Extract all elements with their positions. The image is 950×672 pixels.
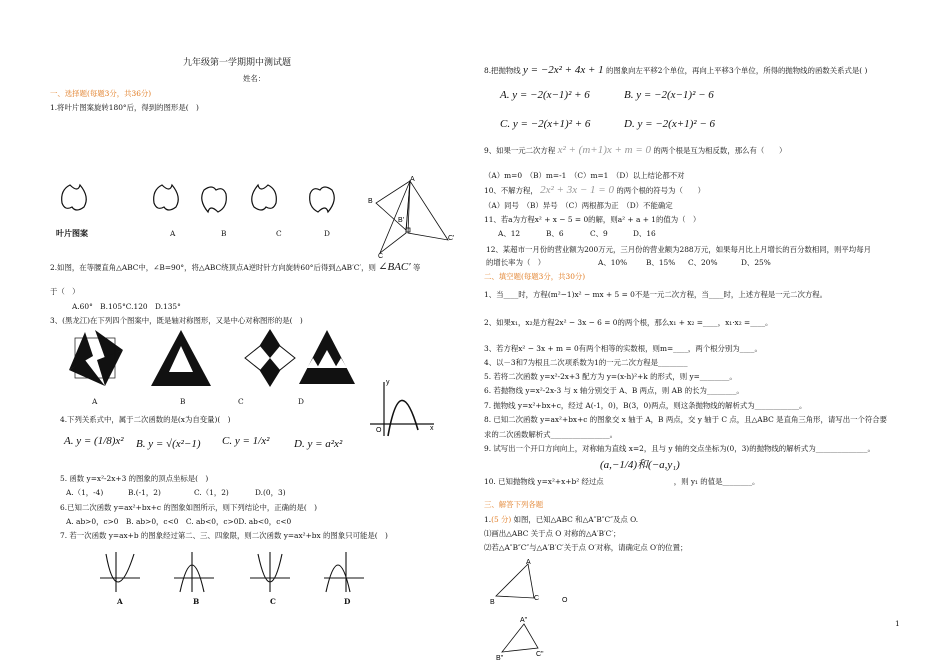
- fill-10: [484, 477, 759, 486]
- q7-graph-A: [100, 552, 140, 592]
- solve-1-text: 如图，已知△ABC 和△A″B″C″及点 O.: [511, 515, 639, 524]
- q11-option-C: C、9: [590, 229, 608, 238]
- question-8: [484, 66, 867, 75]
- section-1-heading: 一、选择题(每题3分，共36分): [50, 89, 152, 98]
- fill-4: 4、以－3和7为根且二次项系数为1的一元二次方程是________: [484, 358, 688, 367]
- q4-option-D: D. y = a²x²: [294, 438, 343, 450]
- q9-options: （A）m=0 （B）m=-1 （C）m=1 （D）以上结论都不对: [484, 171, 685, 180]
- pattern-B: [151, 330, 211, 386]
- solve-1: [484, 515, 638, 524]
- q11-option-A: A、12: [498, 229, 521, 238]
- question-12: 12、某超市一月份的营业额为200万元，三月份的营业额为288万元，如果每月比上月增长的百分数相同，则平均每月: [486, 245, 871, 254]
- question-1: 1.将叶片图案旋转180°后，得到的图形是( ): [50, 103, 199, 112]
- q11-option-B: B、6: [546, 229, 564, 238]
- q1-option-A: A: [170, 229, 176, 238]
- q3-option-B: B: [180, 397, 186, 406]
- q7-graph-B: [174, 552, 214, 592]
- fig2-label-C-prime: C': [448, 235, 455, 242]
- tri-label-C: C: [534, 595, 540, 602]
- q9-text-b: 的两个根是互为相反数，那么有（ ）: [653, 146, 787, 155]
- q12-option-A: A、10%: [598, 258, 628, 267]
- q12-option-D: D、25%: [741, 258, 771, 267]
- fill-1: 1、当____时，方程(m²−1)x² − mx + 5 = 0不是一元二次方程，当____时，上述方程是一元二次方程。: [484, 290, 828, 299]
- tri-label-A: A: [526, 559, 531, 566]
- fig2-label-B: B: [368, 198, 373, 205]
- section-3-heading: 三、解答下列各题: [484, 500, 544, 509]
- tri-label-B2: B": [496, 655, 504, 662]
- q7-graph-C: [250, 552, 290, 592]
- q1-option-D: D: [324, 229, 330, 238]
- q2-angle: ∠BAC′: [378, 261, 411, 273]
- solve-1-score: (5 分): [491, 515, 512, 524]
- q1-option-B: B: [221, 229, 227, 238]
- q5-option-D: D.(0，3): [255, 488, 286, 497]
- triangles-figure: [490, 560, 600, 665]
- leaf-B: [202, 187, 227, 212]
- fig2-label-B-prime: B': [398, 217, 405, 224]
- solve-1-part-2: ⑵若△A″B″C″与△A′B′C′关于点 O′对称，请确定点 O′的位置；: [484, 543, 688, 552]
- q3-option-D: D: [298, 397, 304, 406]
- name-label: 姓名：: [243, 74, 266, 83]
- q6-origin: O: [376, 427, 382, 434]
- fig2-label-C: C: [378, 253, 384, 260]
- q2-text-b: 等: [413, 263, 421, 272]
- q7-label-B: B: [193, 597, 200, 606]
- question-2-options: A.60° B.105°C.120 D.135°: [72, 302, 181, 311]
- solve-1-num: 1.: [484, 515, 492, 524]
- pattern-C: [245, 330, 295, 386]
- pattern-D: [299, 330, 355, 384]
- question-9: [484, 146, 786, 155]
- q7-label-A: A: [117, 597, 123, 606]
- q8-text-a: 8.把抛物线: [484, 66, 521, 75]
- q8-expr: y = −2x² + 4x + 1: [522, 64, 604, 76]
- fill-6: 6. 若抛物线 y=x²-2x-3 与 x 轴分别交于 A、B 两点，则 AB 的长为________。: [484, 386, 744, 395]
- leaf-D: [310, 187, 335, 212]
- fill-10-point: (a,−1/4)和(−a,y₁): [600, 459, 680, 471]
- tri-label-B: B: [490, 599, 495, 606]
- question-4: 4.下列关系式中，属于二次函数的是(x为自变量)( ): [60, 415, 231, 424]
- q9-expr: x² + (m+1)x + m = 0: [557, 144, 652, 156]
- fill-5: 5. 若将二次函数 y=x²-2x+3 配方为 y=(x-h)²+k 的形式，则 y=________。: [484, 372, 737, 381]
- q10-options: （A）同号 （B）异号 （C）两根都为正 （D）不能确定: [484, 201, 673, 210]
- q6-axis-x: x: [430, 425, 434, 432]
- q6-axis-y: y: [386, 379, 390, 386]
- q12-option-B: B、15%: [646, 258, 676, 267]
- q10-text-b: 的两个根的符号为（ ）: [616, 186, 706, 195]
- fig2-label-A: A: [410, 176, 415, 183]
- q5-option-A: A.（1，-4): [66, 488, 104, 497]
- question-5: 5. 函数 y=x²-2x+3 的图象的顶点坐标是( ): [60, 474, 209, 483]
- q3-option-A: A: [92, 397, 98, 406]
- leaf-A: [154, 185, 179, 210]
- page-number: 1: [895, 619, 900, 628]
- q4-option-C-expr: y = 1/x²: [234, 435, 270, 447]
- question-7: 7. 若一次函数 y=ax+b 的图象经过第二、三、四象限，则二次函数 y=ax²+bx 的图象只可能是( ): [60, 531, 388, 540]
- question-11: 11、若a为方程x² + x − 5 = 0的解，则a² + a + 1的值为（ ）: [484, 215, 701, 224]
- tri-label-C2: C": [536, 651, 544, 658]
- fill-7: 7. 抛物线 y=x²+bx+c，经过 A(-1，0)，B(3，0)两点，则这条抛物线的解析式为____________。: [484, 401, 807, 410]
- q4-option-B: B. y = √(x²−1): [136, 438, 201, 450]
- q6-parabola-graph: [368, 378, 438, 438]
- triangle-rotation-figure: [368, 178, 458, 258]
- q4-option-C: C. y = 1/x²: [222, 435, 270, 447]
- question-2-cont: 于（ ）: [50, 287, 80, 296]
- q8-option-C: C. y = −2(x+1)² + 6: [500, 118, 591, 130]
- leaf-original: [62, 185, 87, 210]
- question-10: [484, 186, 705, 195]
- page-title: 九年级第一学期期中测试题: [183, 58, 292, 68]
- fill-8-cont: 求的二次函数解析式________________。: [484, 430, 618, 439]
- q8-option-B: B. y = −2(x−1)² − 6: [624, 89, 714, 101]
- question-2: [50, 263, 420, 272]
- q4-option-B-expr: y = √(x²−1): [148, 438, 201, 450]
- tri-label-A2: A": [520, 617, 528, 624]
- q7-graphs: [100, 548, 370, 598]
- q5-option-B: B.(-1，2): [128, 488, 161, 497]
- question-3: 3、(黑龙江)在下列四个图案中，既是轴对称图形，又是中心对称图形的是( ): [50, 316, 303, 325]
- tri-label-O: O: [562, 597, 568, 604]
- q7-label-C: C: [270, 597, 276, 606]
- pattern-figures: [65, 328, 355, 396]
- fill-10-text-a: 10. 已知抛物线 y=x²+x+b² 经过点: [484, 477, 604, 486]
- q3-option-C: C: [238, 397, 244, 406]
- leaf-pattern-label: 叶片图案: [56, 229, 88, 238]
- q4-option-A: A. y = (1/8)x²: [64, 435, 124, 447]
- leaf-C: [252, 185, 277, 210]
- fill-8: 8. 已知二次函数 y=ax²+bx+c 的图象交 x 轴于 A，B 两点，交 y 轴于 C 点，且△ABC 是直角三角形，请写出一个符合要: [484, 415, 888, 424]
- q8-option-A: A. y = −2(x−1)² + 6: [500, 89, 590, 101]
- pattern-A: [69, 330, 123, 386]
- q5-option-C: C.（1，2): [194, 488, 229, 497]
- q1-option-C: C: [276, 229, 282, 238]
- q12-option-C: C、20%: [688, 258, 718, 267]
- fill-10-text-b: ，则 y₁ 的值是________。: [673, 477, 760, 486]
- fill-3: 3、若方程x² − 3x + m = 0有两个相等的实数根，则m=____，两个根分别为____。: [484, 344, 762, 353]
- q9-text-a: 9、如果一元二次方程: [484, 146, 556, 155]
- q2-text-a: 2.如图，在等腰直角△ABC中，∠B=90°，将△ABC绕顶点A逆时针方向旋转60°后得到△AB′C′，则: [50, 263, 376, 272]
- section-2-heading: 二、填空题(每题3分，共30分): [484, 272, 586, 281]
- q7-graph-D: [324, 552, 364, 592]
- fill-9: 9. 试写出一个开口方向向上，对称轴为直线 x=2，且与 y 轴的交点坐标为(0，3)的抛物线的解析式为______________。: [484, 444, 875, 453]
- q7-label-D: D: [344, 597, 351, 606]
- question-12-cont: 的增长率为（ ）: [486, 258, 546, 267]
- q10-text-a: 10、不解方程，: [484, 186, 538, 195]
- q8-option-D: D. y = −2(x+1)² − 6: [624, 118, 716, 130]
- q4-option-A-expr: y = (1/8)x²: [76, 435, 124, 447]
- question-6: 6.已知二次函数 y=ax²+bx+c 的图象如图所示，则下列结论中，正确的是( ): [60, 503, 318, 512]
- leaf-figures: [50, 170, 350, 230]
- fill-2: 2、如果x₁，x₂是方程2x² − 3x − 6 = 0的两个根，那么x₁ + x₂ =____，x₁·x₂ =____。: [484, 318, 773, 327]
- q10-expr: 2x² + 3x − 1 = 0: [540, 184, 614, 196]
- q4-option-D-expr: y = a²x²: [307, 438, 343, 450]
- q11-option-D: D、16: [633, 229, 656, 238]
- q6-options: A. ab>0，c>0 B. ab>0，c<0 C. ab<0，c>0D. ab<0，c<0: [66, 517, 292, 526]
- q8-text-b: 的图象向左平移2个单位，再向上平移3个单位，所得的抛物线的函数关系式是( ): [605, 66, 868, 75]
- solve-1-part-1: ⑴画出△ABC 关于点 O 对称的△A′B′C′；: [484, 529, 621, 538]
